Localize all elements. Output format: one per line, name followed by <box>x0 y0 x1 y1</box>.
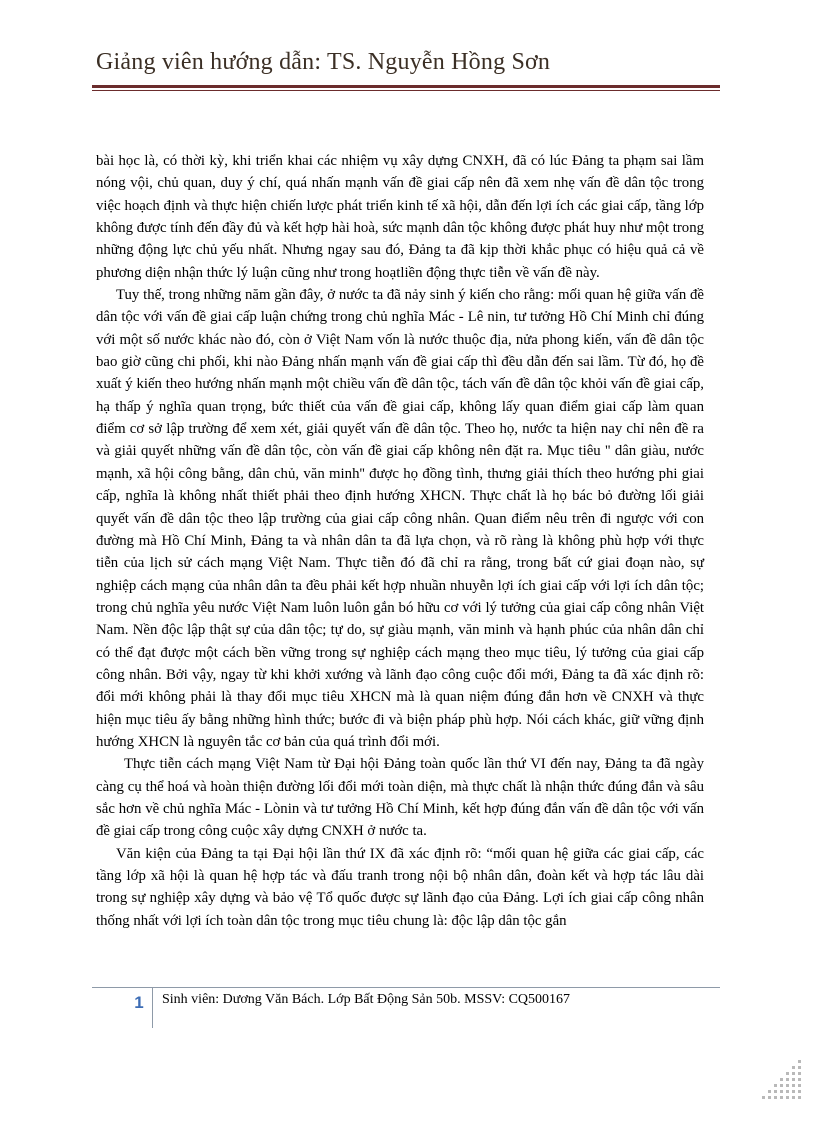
header-title: Giảng viên hướng dẫn: TS. Nguyễn Hồng Sơn <box>96 49 551 75</box>
header-rule-thin <box>92 90 720 91</box>
footer-student-info: Sinh viên: Dương Văn Bách. Lớp Bất Động Sản 50b. MSSV: CQ500167 <box>162 992 571 1007</box>
paragraph: Văn kiện của Đảng ta tại Đại hội lần thứ IX đã xác định rõ: “mối quan hệ giữa các giai cấp, các tầng lớp xã hội là quan hệ hợp tác và đấu tranh trong nội bộ nhân dân, đoàn kết và hợp tác lâu dài trong sự nghiệp xây dựng và bảo vệ Tổ quốc được sự lãnh đạo của Đảng. Lợi ích giai cấp công nhân thống nhất với lợi ích toàn dân tộc trong mục tiêu chung là: độc lập dân tộc gắn <box>96 845 704 929</box>
paragraph: bài học là, có thời kỳ, khi triển khai các nhiệm vụ xây dựng CNXH, đã có lúc Đảng ta phạm sai lầm nóng vội, chủ quan, duy ý chí, quá nhấn mạnh vấn đề giai cấp nên đã xem nhẹ vấn đề dân tộc trong việc hoạch định và thực hiện chiến lược phát triển kinh tế xã hội, dẫn đến lợi ích các giai cấp, tầng lớp không được tính đến đầy đủ và kết hợp hài hoà, sức mạnh dân tộc không được phát huy như một trong những động lực chủ yếu nhất. Nhưng ngay sau đó, Đảng ta đã kịp thời khắc phục có hiệu quả cả về phương diện nhận thức lý luận cũng như trong hoạtliền động thực tiễn về vấn đề này. <box>96 153 704 281</box>
header-rule <box>92 85 720 88</box>
paragraph: Tuy thế, trong những năm gần đây, ở nước ta đã nảy sinh ý kiến cho rằng: mối quan hệ giữa vấn đề dân tộc với vấn đề giai cấp luận chứng trong chủ nghĩa Mác - Lê nin, tư tưởng Hồ Chí Minh chỉ đúng với một số nước khác nào đó, còn ở Việt Nam vốn là nước thuộc địa, nửa phong kiến, vấn đề dân tộc bao giờ cũng chi phối, khi nào Đảng nhấn mạnh vấn đề giai cấp thì đều dẫn đến sai lầm. Từ đó, họ đề xuất ý kiến theo hướng nhấn mạnh một chiều vấn đề dân tộc, tách vấn đề dân tộc khỏi vấn đề giai cấp, hạ thấp ý nghĩa quan trọng, bức thiết của vấn đề giai cấp, không lấy quan điểm giai cấp làm quan điểm cơ sở lập trường để xem xét, giải quyết vấn đề dân tộc. Theo họ, nước ta hiện nay chỉ nên đề ra và giải quyết những vấn đề dân tộc, còn vấn đề giai cấp không nên đặt ra. Mục tiêu '' dân giàu, nước mạnh, xã hội công bằng, dân chủ, văn minh'' được họ đồng tình, thưng giải thích theo hướng phi giai cấp, nghĩa là không nhất thiết phải theo định hướng XHCN. Thực chất là họ bác bỏ đường lối giải quyết vấn đề dân tộc theo lập trường của giai cấp công nhân. Quan điểm nêu trên đi ngược với con đường mà Hồ Chí Minh, Đảng ta và nhân dân ta đã lựa chọn, và rõ ràng là không phù hợp với thực tiễn của lịch sử cách mạng Việt Nam. Thực tiễn đó đã chỉ ra rằng, trong bất cứ giai đoạn nào, sự nghiệp cách mạng của nhân dân ta đều phải kết hợp nhuần nhuyễn lợi ích giai cấp với lợi ích dân tộc; trong chủ nghĩa yêu nước Việt Nam luôn luôn gắn bó hữu cơ với lý tưởng của giai cấp công nhân Việt Nam. Nền độc lập thật sự của dân tộc; tự do, sự giàu mạnh, văn minh và hạnh phúc của nhân dân chỉ có thể đạt được một cách bền vững trong sự nghiệp cách mạng theo mục tiêu, lý tưởng của giai cấp công nhân. Bởi vậy, ngay từ khi khởi xướng và lãnh đạo công cuộc đổi mới, Đảng ta đã xác định rõ: đổi mới không phải là thay đổi mục tiêu XHCN mà là quan niệm đúng đắn hơn về CNXH và thực hiện mục tiêu ấy bằng những hình thức; bước đi và biện pháp phù hợp. Nói cách khác, giữ vững định hướng XHCN là nguyên tắc cơ bản của quá trình đổi mới. <box>96 287 704 750</box>
page-number: 1 <box>134 993 144 1012</box>
paragraph: Thực tiễn cách mạng Việt Nam từ Đại hội Đảng toàn quốc lần thứ VI đến nay, Đảng ta đã ngày càng cụ thể hoá và hoàn thiện đường lối đổi mới toàn diện, mà thực chất là nhận thức đúng đắn và sâu sắc hơn về chủ nghĩa Mác - Lònin và tư tưởng Hồ Chí Minh, kết hợp đúng đắn vấn đề dân tộc với vấn đề giai cấp trong công cuộc xây dựng CNXH ở nước ta. <box>96 756 704 840</box>
corner-decoration <box>706 1058 806 1118</box>
footer-rule <box>92 987 720 988</box>
body-text <box>96 150 704 932</box>
footer-divider <box>152 988 153 1028</box>
